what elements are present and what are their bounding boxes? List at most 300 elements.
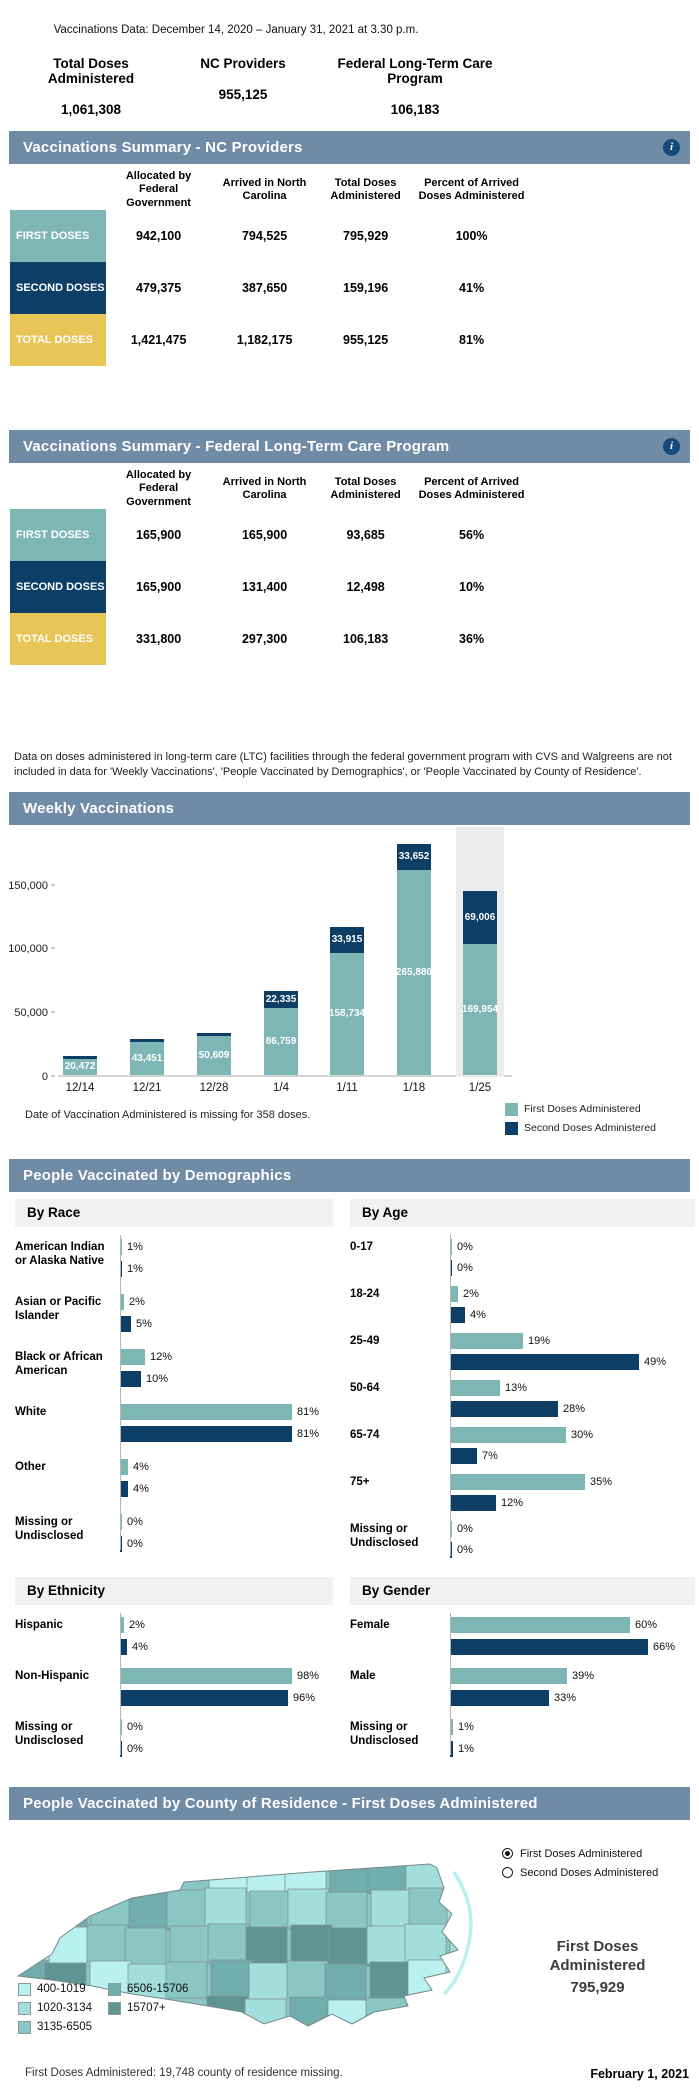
x-axis-tick-label: 1/11 (336, 1081, 358, 1094)
percent-label: 1% (127, 1262, 143, 1275)
report-date-range: Vaccinations Data: December 14, 2020 – January 31, 2021 at 3.30 p.m. (53, 24, 419, 36)
row-label: FIRST DOSES (10, 509, 106, 561)
first-doses-bar-row (450, 1239, 695, 1255)
second-doses-segment[interactable] (397, 844, 431, 870)
panel-title: By Race (15, 1199, 333, 1227)
demo-category-row (15, 1668, 333, 1706)
percent-label: 0% (457, 1543, 473, 1556)
percent-label: 81% (297, 1427, 320, 1440)
panel-by-age (350, 1199, 695, 1569)
row-label: SECOND DOSES (10, 561, 106, 613)
map-legend-item (18, 1980, 108, 1999)
y-axis-tick-mark (51, 1011, 55, 1013)
radio-unselected-icon[interactable] (502, 1867, 513, 1878)
category-axis-line (120, 1235, 121, 1550)
first-doses-bar[interactable] (450, 1474, 585, 1490)
table-row-total-doses (10, 613, 530, 665)
weekly-bar-12-14[interactable] (63, 1056, 97, 1075)
first-doses-value-label: 265,880 (395, 966, 433, 978)
info-icon[interactable]: i (663, 139, 680, 156)
table-cell: 165,900 (241, 528, 288, 542)
first-doses-bar-row (120, 1668, 333, 1684)
weekly-bar-12-28[interactable] (197, 1033, 231, 1075)
second-doses-bar[interactable] (450, 1401, 558, 1417)
first-doses-bar[interactable] (120, 1349, 145, 1365)
second-doses-value-label: 33,652 (398, 851, 430, 863)
category-label: Non-Hispanic (15, 1669, 90, 1682)
section-header-demographics (9, 1159, 690, 1192)
section-header-weekly (9, 792, 690, 825)
percent-label: 7% (482, 1449, 498, 1462)
second-doses-bar[interactable] (120, 1316, 131, 1332)
percent-label: 12% (501, 1496, 524, 1509)
demo-category-row (350, 1521, 695, 1558)
stat-federal-ltc (315, 56, 515, 117)
first-doses-segment[interactable] (463, 944, 497, 1075)
by-race-chart (15, 1239, 333, 1552)
category-label: Female (350, 1618, 390, 1631)
section-title: Vaccinations Summary - NC Providers (23, 139, 303, 156)
first-doses-segment[interactable] (130, 1042, 164, 1075)
category-label: Other (15, 1460, 46, 1473)
second-doses-value-label: 33,915 (331, 934, 363, 946)
percent-label: 35% (590, 1475, 613, 1488)
category-label: 75+ (350, 1475, 370, 1488)
table-row-second-doses (10, 561, 530, 613)
first-doses-bar[interactable] (450, 1668, 567, 1684)
legend-swatch-icon (108, 2002, 121, 2015)
category-label: Missing or Undisclosed (350, 1522, 419, 1549)
legend-swatch-icon (108, 1983, 121, 1996)
table-cell: 56% (459, 528, 485, 542)
percent-label: 1% (127, 1240, 143, 1253)
table-cell: 942,100 (136, 229, 182, 243)
column-header: Arrived in North Carolina (222, 176, 307, 202)
section-title: People Vaccinated by County of Residence - First Doses Administered (23, 1794, 538, 1812)
column-header: Allocated by Federal Government (125, 170, 192, 209)
percent-label: 2% (129, 1618, 145, 1631)
second-doses-bar-row (120, 1316, 333, 1332)
y-axis-tick-mark (51, 884, 55, 886)
first-doses-bar-row (450, 1380, 695, 1396)
y-axis-tick-label: 50,000 (14, 1006, 48, 1019)
first-doses-bar-row (450, 1333, 695, 1349)
demo-category-row (15, 1719, 333, 1757)
weekly-bar-1-18[interactable] (397, 844, 431, 1075)
demo-category-row (350, 1380, 695, 1417)
stat-total-doses (11, 56, 171, 117)
legend-range-label: 1020-3134 (37, 2002, 92, 2015)
row-label: TOTAL DOSES (10, 314, 106, 366)
table-row-total-doses (10, 314, 530, 366)
second-doses-bar[interactable] (450, 1354, 639, 1370)
first-doses-segment[interactable] (197, 1036, 231, 1075)
percent-label: 0% (457, 1522, 473, 1535)
x-axis-tick-label: 12/28 (199, 1081, 229, 1094)
second-doses-bar[interactable] (120, 1426, 292, 1442)
map-legend-item (108, 1999, 188, 2018)
second-doses-bar-row (120, 1426, 333, 1442)
second-doses-bar-row (120, 1741, 333, 1757)
by-gender-chart (350, 1617, 695, 1757)
first-doses-bar[interactable] (120, 1459, 128, 1475)
percent-label: 39% (572, 1669, 595, 1682)
percent-label: 13% (505, 1381, 528, 1394)
first-doses-bar-row (120, 1514, 333, 1530)
table-cell: 1,182,175 (236, 333, 293, 347)
table-cell: 387,650 (241, 281, 288, 295)
percent-label: 0% (457, 1261, 473, 1274)
first-doses-value-label: 20,472 (64, 1061, 96, 1073)
weekly-vaccinations-chart (0, 827, 699, 1083)
legend-swatch-icon (18, 2021, 31, 2034)
category-label: Missing or Undisclosed (350, 1720, 419, 1747)
category-label: 0-17 (350, 1240, 374, 1253)
first-doses-segment[interactable] (63, 1059, 97, 1075)
x-axis-tick-label: 1/4 (273, 1081, 289, 1094)
first-doses-bar[interactable] (450, 1427, 566, 1443)
category-axis-line (450, 1235, 451, 1556)
section-title: People Vaccinated by Demographics (23, 1166, 292, 1184)
legend-range-label: 15707+ (127, 2002, 166, 2015)
panel-title: By Ethnicity (15, 1577, 333, 1605)
first-doses-value-label: 158,734 (328, 1008, 366, 1020)
percent-label: 98% (297, 1669, 320, 1682)
table-cell: 159,196 (343, 281, 389, 295)
first-doses-value-label: 43,451 (131, 1052, 163, 1064)
second-doses-bar-row (120, 1261, 333, 1277)
demo-category-row (350, 1333, 695, 1370)
column-header: Percent of Arrived Doses Administered (418, 475, 525, 501)
map-legend-item (18, 2018, 108, 2037)
top-stats-row (0, 56, 699, 117)
panel-title: By Gender (350, 1577, 695, 1605)
demo-category-row (350, 1617, 695, 1655)
first-doses-segment[interactable] (397, 870, 431, 1075)
first-doses-bar-row (120, 1617, 333, 1633)
weekly-chart-legend (505, 1103, 656, 1141)
second-doses-bar-row (450, 1690, 695, 1706)
weekly-chart-x-labels (0, 1077, 699, 1103)
report-date: February 1, 2021 (590, 2066, 689, 2081)
percent-label: 0% (457, 1240, 473, 1253)
demographics-row-2 (15, 1577, 699, 1770)
demo-category-row (350, 1427, 695, 1464)
percent-label: 30% (571, 1428, 594, 1441)
first-doses-segment[interactable] (330, 953, 364, 1075)
table-cell: 331,800 (136, 632, 182, 646)
radio-selected-icon[interactable] (502, 1848, 513, 1859)
first-doses-bar-row (120, 1404, 333, 1420)
table-row-second-doses (10, 262, 530, 314)
summary-table-federal-ltc (10, 469, 530, 665)
stat-label: NC Providers (200, 56, 286, 71)
x-axis-tick-label: 12/21 (132, 1081, 162, 1094)
first-doses-bar-row (120, 1719, 333, 1735)
demo-category-row (15, 1239, 333, 1277)
second-doses-bar[interactable] (450, 1307, 465, 1323)
demo-category-row (350, 1668, 695, 1706)
radio-label: First Doses Administered (520, 1847, 643, 1860)
first-doses-bar-row (450, 1474, 695, 1490)
second-doses-bar[interactable] (120, 1639, 127, 1655)
info-icon[interactable]: i (663, 438, 680, 455)
x-axis-tick-label: 1/25 (468, 1081, 492, 1094)
category-label: 65-74 (350, 1428, 380, 1441)
table-cell: 297,300 (241, 632, 288, 646)
by-ethnicity-chart (15, 1617, 333, 1757)
category-label: Missing or Undisclosed (15, 1720, 84, 1747)
first-doses-bar-row (450, 1617, 695, 1633)
category-axis-line (450, 1613, 451, 1755)
second-doses-bar-row (450, 1741, 695, 1757)
first-doses-value-label: 169,954 (461, 1003, 499, 1015)
first-doses-swatch-icon (505, 1103, 518, 1116)
second-doses-bar-row (120, 1371, 333, 1387)
second-doses-bar-row (120, 1690, 333, 1706)
second-doses-value-label: 69,006 (464, 911, 496, 923)
stat-value: 1,061,308 (60, 102, 122, 117)
y-axis-tick-label: 150,000 (8, 879, 48, 892)
percent-label: 1% (458, 1742, 474, 1755)
category-label: Asian or Pacific Islander (15, 1295, 102, 1322)
first-doses-bar[interactable] (120, 1404, 292, 1420)
first-doses-bar-row (450, 1719, 695, 1735)
second-doses-segment[interactable] (463, 891, 497, 944)
second-doses-value-label: 22,335 (265, 993, 297, 1005)
column-header: Percent of Arrived Doses Administered (418, 176, 525, 202)
y-axis-tick-label: 0 (41, 1070, 48, 1083)
second-doses-bar-row (120, 1639, 333, 1655)
demo-category-row (15, 1514, 333, 1552)
percent-label: 4% (133, 1482, 149, 1495)
percent-label: 2% (463, 1287, 479, 1300)
legend-range-label: 400-1019 (37, 1983, 86, 1996)
second-doses-bar-row (450, 1401, 695, 1417)
panel-by-ethnicity (15, 1577, 333, 1770)
ltc-exclusion-note: Data on doses administered in long-term care (LTC) facilities through the federal government program with CVS and Walgreens are not included in data for 'Weekly Vaccinations', 'People Vaccinated by Demographics', or 'People Vaccinated by County of Residence'. (14, 751, 672, 779)
map-legend-item (108, 1980, 188, 1999)
category-label: Male (350, 1669, 376, 1682)
second-doses-segment[interactable] (264, 991, 298, 1008)
second-doses-bar[interactable] (450, 1690, 549, 1706)
section-header-federal-ltc (9, 430, 690, 463)
column-header: Allocated by Federal Government (125, 469, 192, 508)
weekly-bar-1-4[interactable] (264, 991, 298, 1075)
row-label: SECOND DOSES (10, 262, 106, 314)
stat-nc-providers (183, 56, 303, 102)
first-doses-bar[interactable] (450, 1333, 523, 1349)
table-row-first-doses (10, 509, 530, 561)
category-label: American Indian or Alaska Native (15, 1240, 105, 1267)
dose-type-radio-group (502, 1848, 658, 1886)
weekly-bar-1-11[interactable] (330, 927, 364, 1075)
dashboard-page (0, 24, 699, 2096)
second-doses-bar[interactable] (450, 1495, 496, 1511)
second-doses-bar[interactable] (120, 1481, 128, 1497)
second-doses-bar-row (450, 1354, 695, 1370)
percent-label: 28% (563, 1402, 586, 1415)
table-cell: 100% (455, 229, 488, 243)
second-doses-bar-row (450, 1448, 695, 1464)
category-label: White (15, 1405, 47, 1418)
demo-category-row (15, 1459, 333, 1497)
stat-value: 106,183 (390, 102, 440, 117)
category-label: 25-49 (350, 1334, 380, 1347)
percent-label: 10% (146, 1372, 169, 1385)
percent-label: 66% (653, 1640, 676, 1653)
first-doses-bar[interactable] (450, 1617, 630, 1633)
map-color-legend (18, 1980, 188, 2037)
section-header-nc-providers (9, 131, 690, 164)
legend-range-label: 3135-6505 (37, 2021, 92, 2034)
legend-swatch-icon (18, 1983, 31, 1996)
second-doses-swatch-icon (505, 1122, 518, 1135)
percent-label: 0% (127, 1537, 143, 1550)
first-doses-bar-row (120, 1239, 333, 1255)
legend-label: First Doses Administered (524, 1103, 641, 1116)
second-doses-segment[interactable] (330, 927, 364, 953)
panel-by-race (15, 1199, 333, 1569)
weekly-bar-1-25[interactable] (463, 891, 497, 1075)
first-doses-bar-row (120, 1349, 333, 1365)
table-cell: 795,929 (343, 229, 389, 243)
row-label: FIRST DOSES (10, 210, 106, 262)
demo-category-row (350, 1474, 695, 1511)
table-cell: 41% (459, 281, 485, 295)
percent-label: 5% (136, 1317, 152, 1330)
first-doses-bar-row (450, 1668, 695, 1684)
legend-item-first-doses (505, 1103, 656, 1116)
percent-label: 81% (297, 1405, 320, 1418)
percent-label: 0% (127, 1720, 143, 1733)
legend-range-label: 6506-15706 (127, 1983, 189, 1996)
panel-by-gender (350, 1577, 695, 1770)
second-doses-bar-row (120, 1481, 333, 1497)
demographics-row-1 (15, 1199, 699, 1569)
missing-doses-note: Date of Vaccination Administered is missing for 358 doses. (25, 1108, 311, 1121)
radio-first-doses[interactable] (502, 1848, 658, 1860)
second-doses-bar-row (450, 1495, 695, 1511)
table-cell: 12,498 (346, 580, 385, 594)
category-axis-line (120, 1613, 121, 1755)
percent-label: 1% (458, 1720, 474, 1733)
table-cell: 479,375 (136, 281, 182, 295)
second-doses-bar[interactable] (450, 1639, 648, 1655)
percent-label: 4% (470, 1308, 486, 1321)
column-header: Total Doses Administered (330, 176, 401, 202)
demo-category-row (15, 1404, 333, 1442)
stat-label: Federal Long-Term Care Program (337, 56, 493, 86)
x-axis-tick-label: 1/18 (402, 1081, 426, 1094)
table-cell: 794,525 (241, 229, 288, 243)
percent-label: 96% (293, 1691, 316, 1704)
first-doses-bar-row (450, 1286, 695, 1302)
second-doses-bar[interactable] (450, 1448, 477, 1464)
category-label: 50-64 (350, 1381, 380, 1394)
second-doses-bar-row (450, 1260, 695, 1276)
by-age-chart (350, 1239, 695, 1558)
outer-banks-shape (444, 1872, 471, 1994)
table-cell: 165,900 (136, 528, 182, 542)
second-doses-bar-row (450, 1639, 695, 1655)
county-first-doses-stat (500, 1938, 695, 1998)
demo-category-row (15, 1617, 333, 1655)
category-label: Hispanic (15, 1618, 63, 1631)
percent-label: 19% (528, 1334, 551, 1347)
percent-label: 12% (150, 1350, 173, 1363)
percent-label: 49% (644, 1355, 667, 1368)
map-legend-item (18, 1999, 108, 2018)
demo-category-row (15, 1294, 333, 1332)
legend-swatch-icon (18, 2002, 31, 2015)
weekly-bar-12-21[interactable] (130, 1039, 164, 1075)
section-title: Vaccinations Summary - Federal Long-Term Care Program (23, 438, 450, 455)
first-doses-bar-row (450, 1427, 695, 1443)
stat-label: Total Doses Administered (47, 56, 135, 86)
stat-value: 795,929 (570, 1979, 625, 1997)
category-label: 18-24 (350, 1287, 380, 1300)
table-cell: 131,400 (241, 580, 288, 594)
table-cell: 10% (459, 580, 485, 594)
second-doses-bar[interactable] (120, 1371, 141, 1387)
row-label: TOTAL DOSES (10, 613, 106, 665)
table-cell: 81% (459, 333, 485, 347)
column-header: Arrived in North Carolina (222, 475, 307, 501)
first-doses-segment[interactable] (264, 1008, 298, 1075)
second-doses-bar[interactable] (120, 1690, 288, 1706)
radio-second-doses[interactable] (502, 1867, 658, 1879)
table-row-first-doses (10, 210, 530, 262)
percent-label: 4% (133, 1460, 149, 1473)
county-missing-note: First Doses Administered: 19,748 county of residence missing. (25, 2066, 343, 2079)
panel-title: By Age (350, 1199, 695, 1227)
table-cell: 93,685 (346, 528, 385, 542)
first-doses-bar[interactable] (450, 1380, 500, 1396)
demo-category-row (350, 1286, 695, 1323)
demo-category-row (15, 1349, 333, 1387)
table-cell: 106,183 (343, 632, 389, 646)
page-footer (25, 2067, 689, 2096)
weekly-chart-footer (0, 1103, 699, 1147)
stat-label-line2: Administered (549, 1956, 646, 1974)
table-cell: 1,421,475 (130, 333, 187, 347)
demo-category-row (350, 1719, 695, 1757)
second-doses-bar-row (450, 1307, 695, 1323)
table-header-row (10, 170, 530, 210)
first-doses-bar[interactable] (450, 1286, 458, 1302)
table-header-row (10, 469, 530, 509)
y-axis-tick-mark (51, 947, 55, 949)
first-doses-value-label: 86,759 (265, 1035, 297, 1047)
percent-label: 0% (127, 1515, 143, 1528)
demo-category-row (350, 1239, 695, 1276)
table-cell: 36% (459, 632, 485, 646)
summary-table-nc-providers (10, 170, 530, 366)
percent-label: 33% (554, 1691, 577, 1704)
radio-label: Second Doses Administered (520, 1866, 659, 1879)
county-of-residence-section (0, 1832, 699, 2044)
y-axis-tick-label: 100,000 (8, 942, 48, 955)
category-label: Black or African American (15, 1350, 103, 1377)
percent-label: 60% (635, 1618, 658, 1631)
legend-label: Second Doses Administered (524, 1122, 656, 1135)
first-doses-bar-row (120, 1294, 333, 1310)
first-doses-bar[interactable] (120, 1668, 292, 1684)
stat-label-line1: First Doses (556, 1937, 639, 1955)
stat-value: 955,125 (218, 87, 268, 102)
first-doses-value-label: 50,609 (198, 1049, 230, 1061)
